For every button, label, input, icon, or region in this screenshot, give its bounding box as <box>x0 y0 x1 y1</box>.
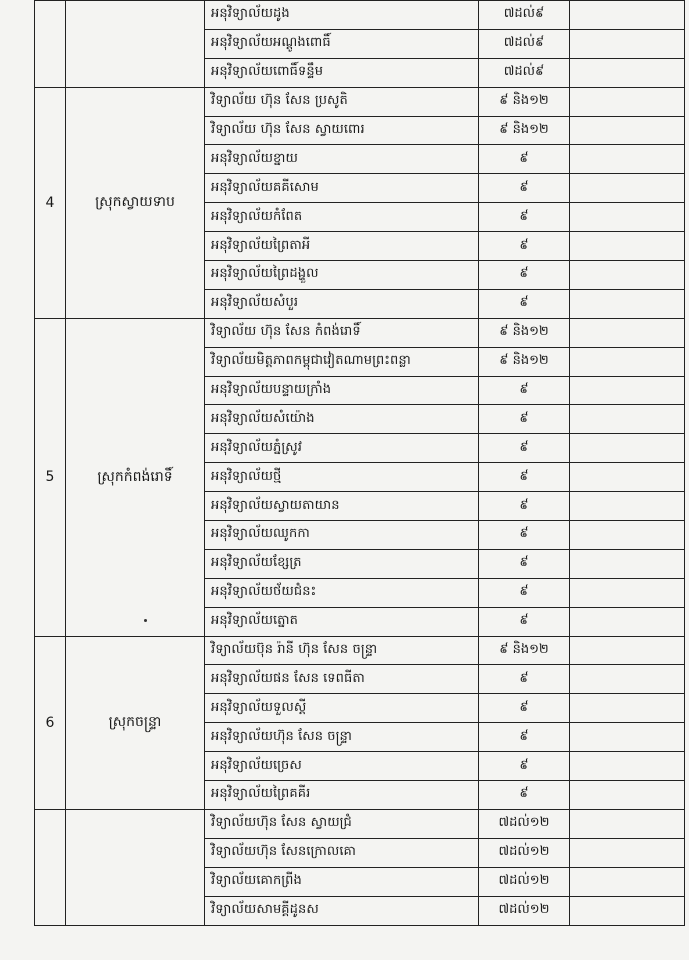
grade-level-cell: ៧ដល់៩ <box>479 1 570 30</box>
school-name-cell: អនុវិទ្យាល័យថ្មី <box>205 463 479 492</box>
empty-cell <box>570 405 685 434</box>
empty-cell <box>570 665 685 694</box>
school-name-cell: អនុវិទ្យាល័យខ្នាយ <box>205 145 479 174</box>
empty-cell <box>570 174 685 203</box>
grade-level-cell: ៩ <box>479 434 570 463</box>
empty-cell <box>570 58 685 87</box>
school-name-cell: អនុវិទ្យាល័យត្នោត <box>205 607 479 636</box>
empty-cell <box>570 578 685 607</box>
school-name-cell: អនុវិទ្យាល័យព្រៃដង្ហួល <box>205 261 479 290</box>
district-name-cell <box>66 1 205 88</box>
empty-cell <box>570 809 685 838</box>
empty-cell <box>570 838 685 867</box>
school-name-cell: អនុវិទ្យាល័យគគីសោម <box>205 174 479 203</box>
empty-cell <box>570 203 685 232</box>
school-name-cell: វិទ្យាល័យហ៊ុន សែនក្រោលគោ <box>205 838 479 867</box>
school-name-cell: អនុវិទ្យាល័យទួលស្ដី <box>205 694 479 723</box>
empty-cell <box>570 549 685 578</box>
school-name-cell: អនុវិទ្យាល័យបន្ទាយក្រាំង <box>205 376 479 405</box>
table-row <box>35 1 685 30</box>
grade-level-cell: ៩ <box>479 665 570 694</box>
school-name-cell: អនុវិទ្យាល័យដូង <box>205 1 479 30</box>
empty-cell <box>570 232 685 261</box>
empty-cell <box>570 289 685 318</box>
table-row <box>35 636 685 665</box>
school-name-cell: វិទ្យាល័យគោកព្រីង <box>205 867 479 896</box>
empty-cell <box>570 694 685 723</box>
grade-level-cell: ៩ <box>479 405 570 434</box>
grade-level-cell: ៧ដល់១២ <box>479 867 570 896</box>
grade-level-cell: ៩ <box>479 781 570 810</box>
school-name-cell: អនុវិទ្យាល័យភ្នំស្រូវ <box>205 434 479 463</box>
empty-cell <box>570 29 685 58</box>
district-name-cell <box>66 809 205 925</box>
empty-cell <box>570 521 685 550</box>
grade-level-cell: ៩ <box>479 578 570 607</box>
empty-cell <box>570 723 685 752</box>
school-name-cell: អនុវិទ្យាល័យខ្សែត្រ <box>205 549 479 578</box>
district-name-cell: ស្រុកស្វាយទាប <box>66 87 205 318</box>
school-name-cell: អនុវិទ្យាល័យឈូកកា <box>205 521 479 550</box>
grade-level-cell: ៩ និង១២ <box>479 318 570 347</box>
school-name-cell: វិទ្យាល័យ ហ៊ុន សែន ស្វាយពោរ <box>205 116 479 145</box>
school-table <box>34 0 685 926</box>
grade-level-cell: ៧ដល់៩ <box>479 29 570 58</box>
group-number-cell <box>35 1 66 88</box>
school-name-cell: អនុវិទ្យាល័យពោធិ៍ទន្ទឹម <box>205 58 479 87</box>
empty-cell <box>570 752 685 781</box>
grade-level-cell: ៩ <box>479 694 570 723</box>
school-name-cell: វិទ្យាល័យមិត្តភាពកម្ពុជាវៀតណាមព្រះពន្លា <box>205 347 479 376</box>
school-name-cell: វិទ្យាល័យហ៊ុន សែន ស្វាយជ្រំ <box>205 809 479 838</box>
school-name-cell: អនុវិទ្យាល័យថ័យជំនះ <box>205 578 479 607</box>
empty-cell <box>570 347 685 376</box>
empty-cell <box>570 145 685 174</box>
grade-level-cell: ៩ និង១២ <box>479 636 570 665</box>
grade-level-cell: ៩ <box>479 492 570 521</box>
group-number-cell <box>35 809 66 925</box>
grade-level-cell: ៩ <box>479 723 570 752</box>
empty-cell <box>570 781 685 810</box>
stray-mark <box>144 619 147 622</box>
group-number-cell: 6 <box>35 636 66 809</box>
school-name-cell: អនុវិទ្យាល័យព្រៃតាអី <box>205 232 479 261</box>
table-row <box>35 87 685 116</box>
empty-cell <box>570 434 685 463</box>
empty-cell <box>570 607 685 636</box>
empty-cell <box>570 376 685 405</box>
school-name-cell: អនុវិទ្យាល័យអណ្ដូងពោធិ៍ <box>205 29 479 58</box>
school-name-cell: អនុវិទ្យាល័យកំពែត <box>205 203 479 232</box>
grade-level-cell: ៩ <box>479 752 570 781</box>
grade-level-cell: ៩ <box>479 521 570 550</box>
school-name-cell: អនុវិទ្យាល័យសំបួរ <box>205 289 479 318</box>
table-row <box>35 809 685 838</box>
group-number-cell: 5 <box>35 318 66 636</box>
grade-level-cell: ៩ <box>479 289 570 318</box>
grade-level-cell: ៩ <box>479 261 570 290</box>
school-name-cell: វិទ្យាល័យប៊ុន រ៉ានី ហ៊ុន សែន ចន្ទ្រា <box>205 636 479 665</box>
district-name-cell: ស្រុកចន្ទ្រា <box>66 636 205 809</box>
school-name-cell: អនុវិទ្យាល័យផន សែន ទេពធីតា <box>205 665 479 694</box>
grade-level-cell: ៩ <box>479 549 570 578</box>
school-name-cell: អនុវិទ្យាល័យព្រៃគគីរ <box>205 781 479 810</box>
grade-level-cell: ៩ <box>479 607 570 636</box>
grade-level-cell: ៧ដល់៩ <box>479 58 570 87</box>
school-name-cell: អនុវិទ្យាល័យច្រេស <box>205 752 479 781</box>
grade-level-cell: ៩ និង១២ <box>479 87 570 116</box>
school-name-cell: អនុវិទ្យាល័យសំយ៉ោង <box>205 405 479 434</box>
grade-level-cell: ៩ និង១២ <box>479 116 570 145</box>
empty-cell <box>570 116 685 145</box>
empty-cell <box>570 636 685 665</box>
grade-level-cell: ៩ និង១២ <box>479 347 570 376</box>
grade-level-cell: ៩ <box>479 376 570 405</box>
grade-level-cell: ៩ <box>479 232 570 261</box>
school-name-cell: វិទ្យាល័យ ហ៊ុន សែន កំពង់រោទិ៍ <box>205 318 479 347</box>
empty-cell <box>570 1 685 30</box>
school-name-cell: វិទ្យាល័យ ហ៊ុន សែន ប្រសូតិ <box>205 87 479 116</box>
grade-level-cell: ៩ <box>479 145 570 174</box>
grade-level-cell: ៧ដល់១២ <box>479 838 570 867</box>
school-name-cell: អនុវិទ្យាល័យស្វាយតាយាន <box>205 492 479 521</box>
school-name-cell: វិទ្យាល័យសាមគ្គីដូនស <box>205 896 479 925</box>
grade-level-cell: ៧ដល់១២ <box>479 809 570 838</box>
empty-cell <box>570 896 685 925</box>
grade-level-cell: ៩ <box>479 203 570 232</box>
table-row <box>35 318 685 347</box>
district-name-cell: ស្រុកកំពង់រោទិ៍ <box>66 318 205 636</box>
grade-level-cell: ៩ <box>479 463 570 492</box>
group-number-cell: 4 <box>35 87 66 318</box>
empty-cell <box>570 867 685 896</box>
school-name-cell: អនុវិទ្យាល័យហ៊ុន សែន ចន្ទ្រា <box>205 723 479 752</box>
grade-level-cell: ៧ដល់១២ <box>479 896 570 925</box>
empty-cell <box>570 463 685 492</box>
empty-cell <box>570 492 685 521</box>
grade-level-cell: ៩ <box>479 174 570 203</box>
empty-cell <box>570 261 685 290</box>
empty-cell <box>570 318 685 347</box>
empty-cell <box>570 87 685 116</box>
